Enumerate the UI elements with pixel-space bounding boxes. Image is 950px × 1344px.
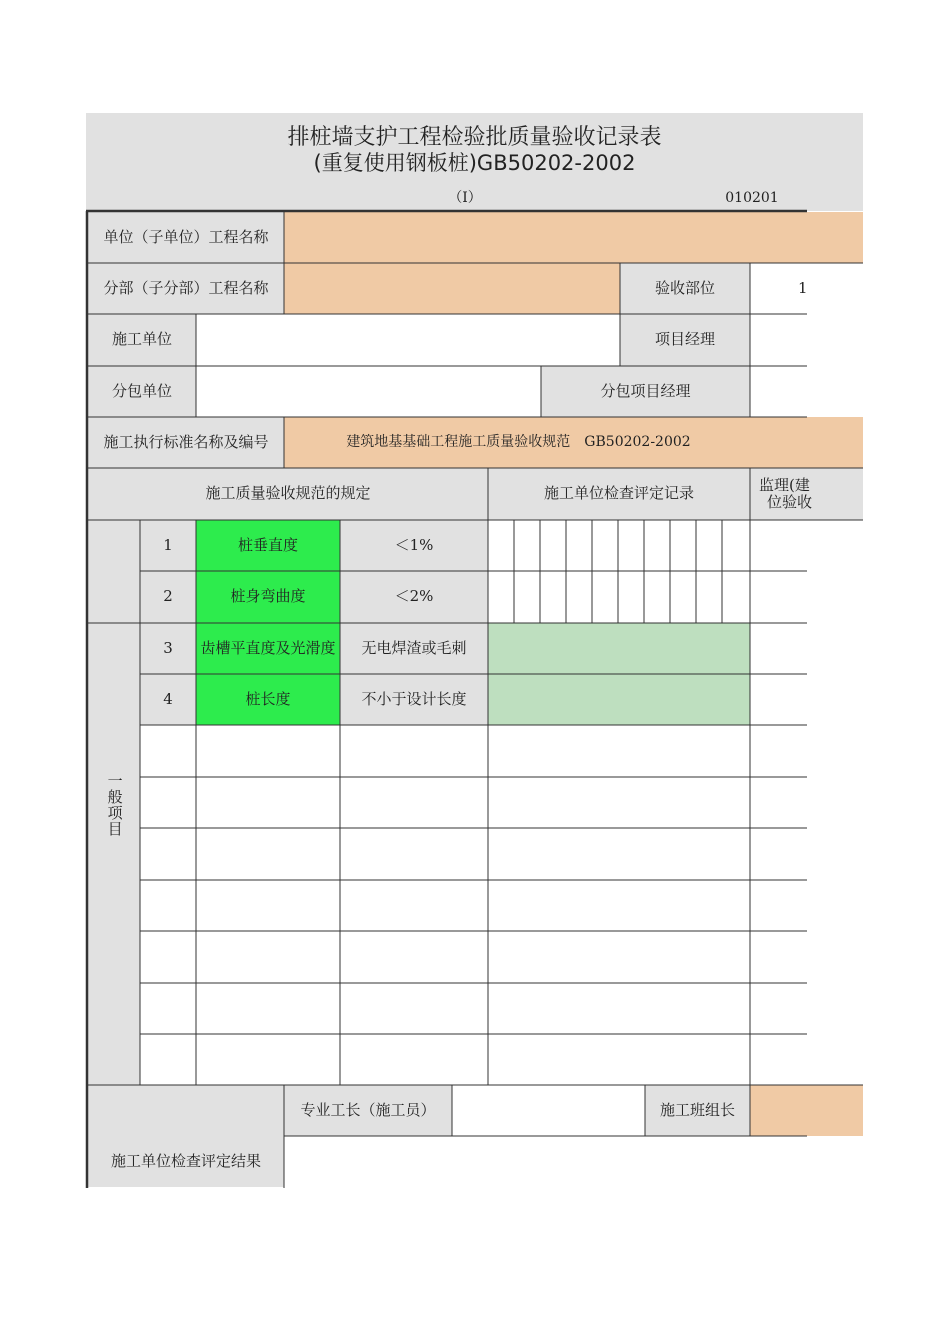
result-label: 施工单位检查评定结果 bbox=[110, 1152, 261, 1171]
standard-label: 施工执行标准名称及编号 bbox=[103, 432, 269, 451]
supervisor-header bbox=[750, 468, 813, 520]
foreman-input[interactable] bbox=[452, 1085, 645, 1136]
acceptance-part-label: 验收部位 bbox=[654, 278, 715, 297]
standard-value: 建筑地基基础工程施工质量验收规范 GB50202-2002 bbox=[346, 434, 691, 451]
item-1-standard: ＜1% bbox=[394, 535, 434, 554]
check-header: 施工单位检查评定记录 bbox=[543, 484, 694, 503]
foreman-label: 专业工长（施工员） bbox=[300, 1100, 436, 1119]
item-1-number: 1 bbox=[163, 535, 173, 554]
form-code: 010201 bbox=[725, 189, 779, 206]
item-4-standard: 不小于设计长度 bbox=[361, 689, 467, 708]
construction-unit-label: 施工单位 bbox=[111, 330, 172, 349]
item-4-number: 4 bbox=[163, 689, 173, 708]
item-3-standard: 无电焊渣或毛刺 bbox=[361, 638, 467, 657]
item-2-name: 桩身弯曲度 bbox=[230, 587, 306, 606]
team-leader-label: 施工班组长 bbox=[659, 1100, 735, 1119]
roman-numeral-label: （Ⅰ） bbox=[448, 189, 482, 206]
subcontract-unit-label: 分包单位 bbox=[111, 381, 172, 400]
supervisor-header-line2: 位验收 bbox=[767, 493, 813, 511]
item-4-name: 桩长度 bbox=[245, 689, 291, 708]
spec-header: 施工质量验收规范的规定 bbox=[205, 484, 371, 503]
item-2-standard: ＜2% bbox=[394, 587, 434, 606]
item-2-number: 2 bbox=[163, 587, 173, 606]
acceptance-part-value[interactable]: 1 bbox=[798, 278, 808, 297]
subcontract-unit-input[interactable] bbox=[196, 366, 541, 417]
page-subtitle: (重复使用钢板桩)GB50202-2002 bbox=[313, 150, 636, 175]
page-title: 排桩墙支护工程检验批质量验收记录表 bbox=[287, 125, 662, 151]
construction-unit-input[interactable] bbox=[196, 314, 620, 366]
subcontract-manager-label: 分包项目经理 bbox=[600, 381, 691, 400]
item-1-name: 桩垂直度 bbox=[237, 535, 298, 554]
supervisor-header-line1: 监理(建 bbox=[759, 476, 810, 494]
item-3-number: 3 bbox=[163, 638, 173, 657]
item-3-name: 齿槽平直度及光滑度 bbox=[200, 638, 336, 657]
sub-project-name-label: 分部（子分部）工程名称 bbox=[103, 278, 269, 297]
general-items-label: 一般项目 bbox=[105, 773, 124, 837]
unit-project-name-label: 单位（子单位）工程名称 bbox=[103, 227, 269, 246]
project-manager-label: 项目经理 bbox=[654, 330, 715, 349]
